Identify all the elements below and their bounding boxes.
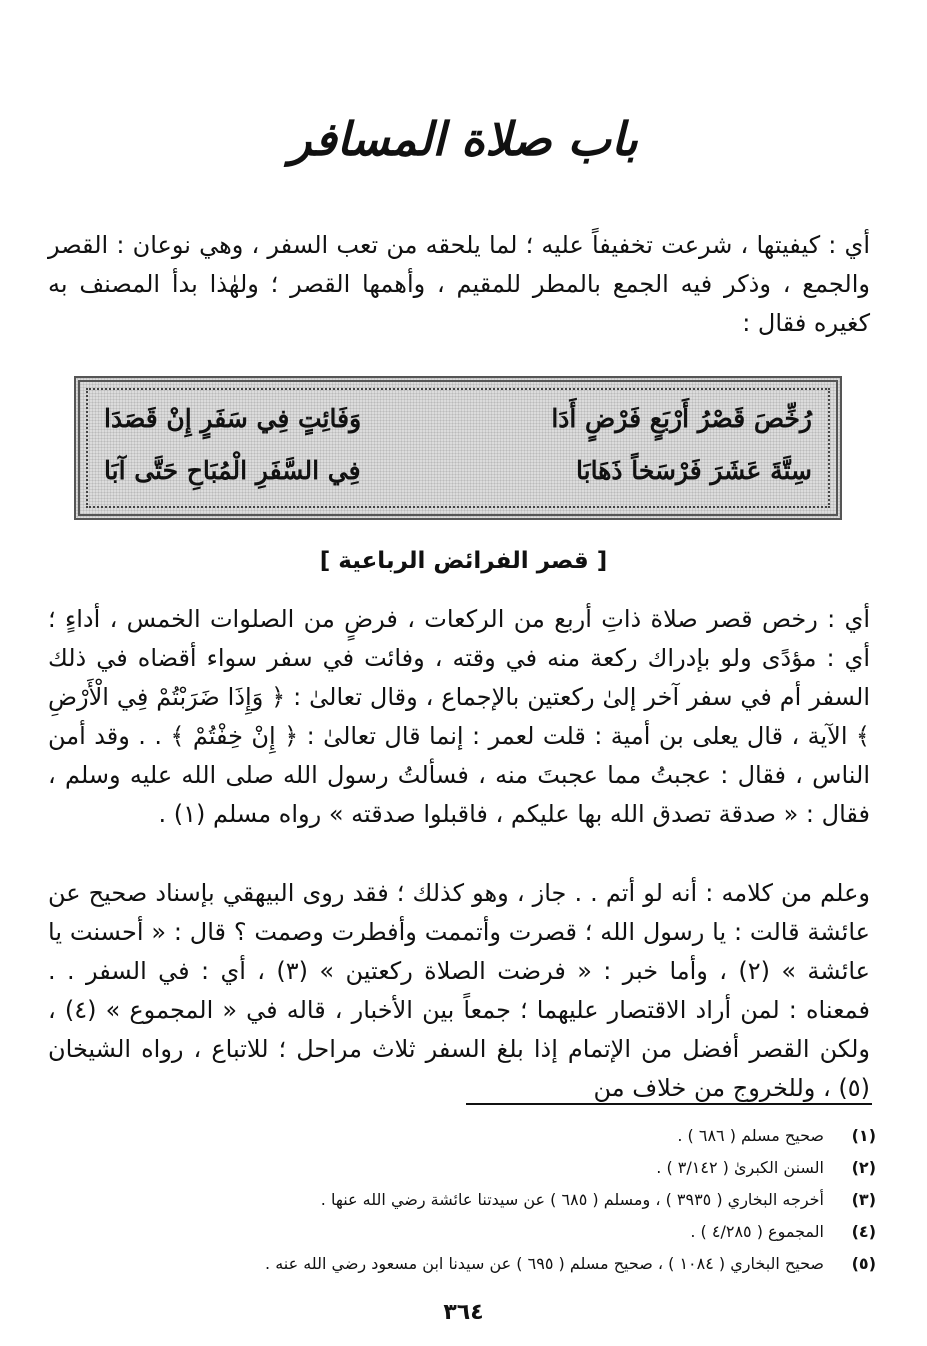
verse-1-second-hemistich: وَفَائِتٍ فِي سَفَرٍ إِنْ قَصَدَا [104,404,362,433]
verse-box [74,376,842,520]
footnote-3 [200,1190,876,1220]
footnote-text: السنن الكبرىٰ ( ٣/١٤٢ ) . [656,1158,824,1177]
footnote-4 [200,1222,876,1252]
footnote-text: صحيح البخاري ( ١٠٨٤ ) ، صحيح مسلم ( ٦٩٥ ) عن سيدنا ابن مسعود رضي الله عنه . [265,1254,824,1273]
section-heading: [ قصر الفرائض الرباعية ] [319,548,608,574]
verse-line-1 [104,404,812,448]
intro-paragraph: أي : كيفيتها ، شرعت تخفيفاً عليه ؛ لما يلحقه من تعب السفر ، وهي نوعان : القصر والجمع ، وذكر فيه الجمع بالمطر للمقيم ، وأهمها القصر ؛ ولهٰذا بدأ المصنف به كغيره فقال : [48,231,870,337]
verse-line-2 [104,456,812,500]
footnote-number: (٢) [851,1158,876,1177]
footnote-text: المجموع ( ٤/٢٨٥ ) . [690,1222,824,1241]
footnote-text: أخرجه البخاري ( ٣٩٣٥ ) ، ومسلم ( ٦٨٥ ) عن سيدتنا عائشة رضي الله عنها . [320,1190,824,1209]
verse-2-second-hemistich: فِي السَّفَرِ الْمُبَاحِ حَتَّى آبَا [104,456,361,485]
footnote-separator [466,1103,872,1105]
chapter-title: باب صلاة المسافر [289,112,638,166]
footnote-text: صحيح مسلم ( ٦٨٦ ) . [677,1126,824,1145]
footnote-2 [200,1158,876,1188]
footnote-1 [200,1126,876,1156]
footnote-number: (٥) [851,1254,876,1273]
verse-2-first-hemistich: سِتَّةَ عَشَرَ فَرْسَخاً ذَهَابَا [576,456,812,485]
footnote-number: (٤) [851,1222,876,1241]
commentary-paragraph-2: وعلم من كلامه : أنه لو أتم . . جاز ، وهو كذلك ؛ فقد روى البيهقي بإسناد صحيح عن عائشة قالت : يا رسول الله ؛ قصرت وأتممت وأفطرت وصمت ؟ قال : « أحسنت يا عائشة » (٢) ، وأما خبر : « فرضت الصلاة ركعتين » (٣) ، أي : في السفر . . فمعناه : لمن أراد الاقتصار عليهما ؛ جمعاً بين الأخبار ، قاله في « المجموع » (٤) ، ولكن القصر أفضل من الإتمام إذا بلغ السفر ثلاث مراحل ؛ للاتباع ، رواه الشيخان (٥) ، وللخروج من خلاف من [48,879,871,1102]
footnote-number: (١) [851,1126,876,1145]
page-number: ٣٦٤ [443,1300,484,1325]
commentary-paragraph-1: أي : رخص قصر صلاة ذاتِ أربع من الركعات ، فرضٍ من الصلوات الخمس ، أداءٍ ؛ أي : مؤدًى ولو بإدراك ركعة منه في وقته ، وفائت في سفر سواء أقضاه في ذلك السفر أم في سفر آخر إلىٰ ركعتين بالإجماع ، وقال تعالىٰ : ﴿ وَإِذَا ضَرَبْتُمْ فِي الْأَرْضِ ﴾ الآية ، قال يعلى بن أمية : قلت لعمر : إنما قال تعالىٰ : ﴿ إِنْ خِفْتُمْ ﴾ . . وقد أمن الناس ، فقال : عجبتُ مما عجبتَ منه ، فسألتُ رسول الله صلى الله عليه وسلم ، فقال : « صدقة تصدق الله بها عليكم ، فاقبلوا صدقته » رواه مسلم (١) . [48,605,870,828]
footnote-5 [200,1254,876,1284]
verse-1-first-hemistich: رُخِّصَ قَصْرُ أَرْبَعٍ فَرْضٍ أَدَا [551,404,812,433]
footnote-number: (٣) [851,1190,876,1209]
